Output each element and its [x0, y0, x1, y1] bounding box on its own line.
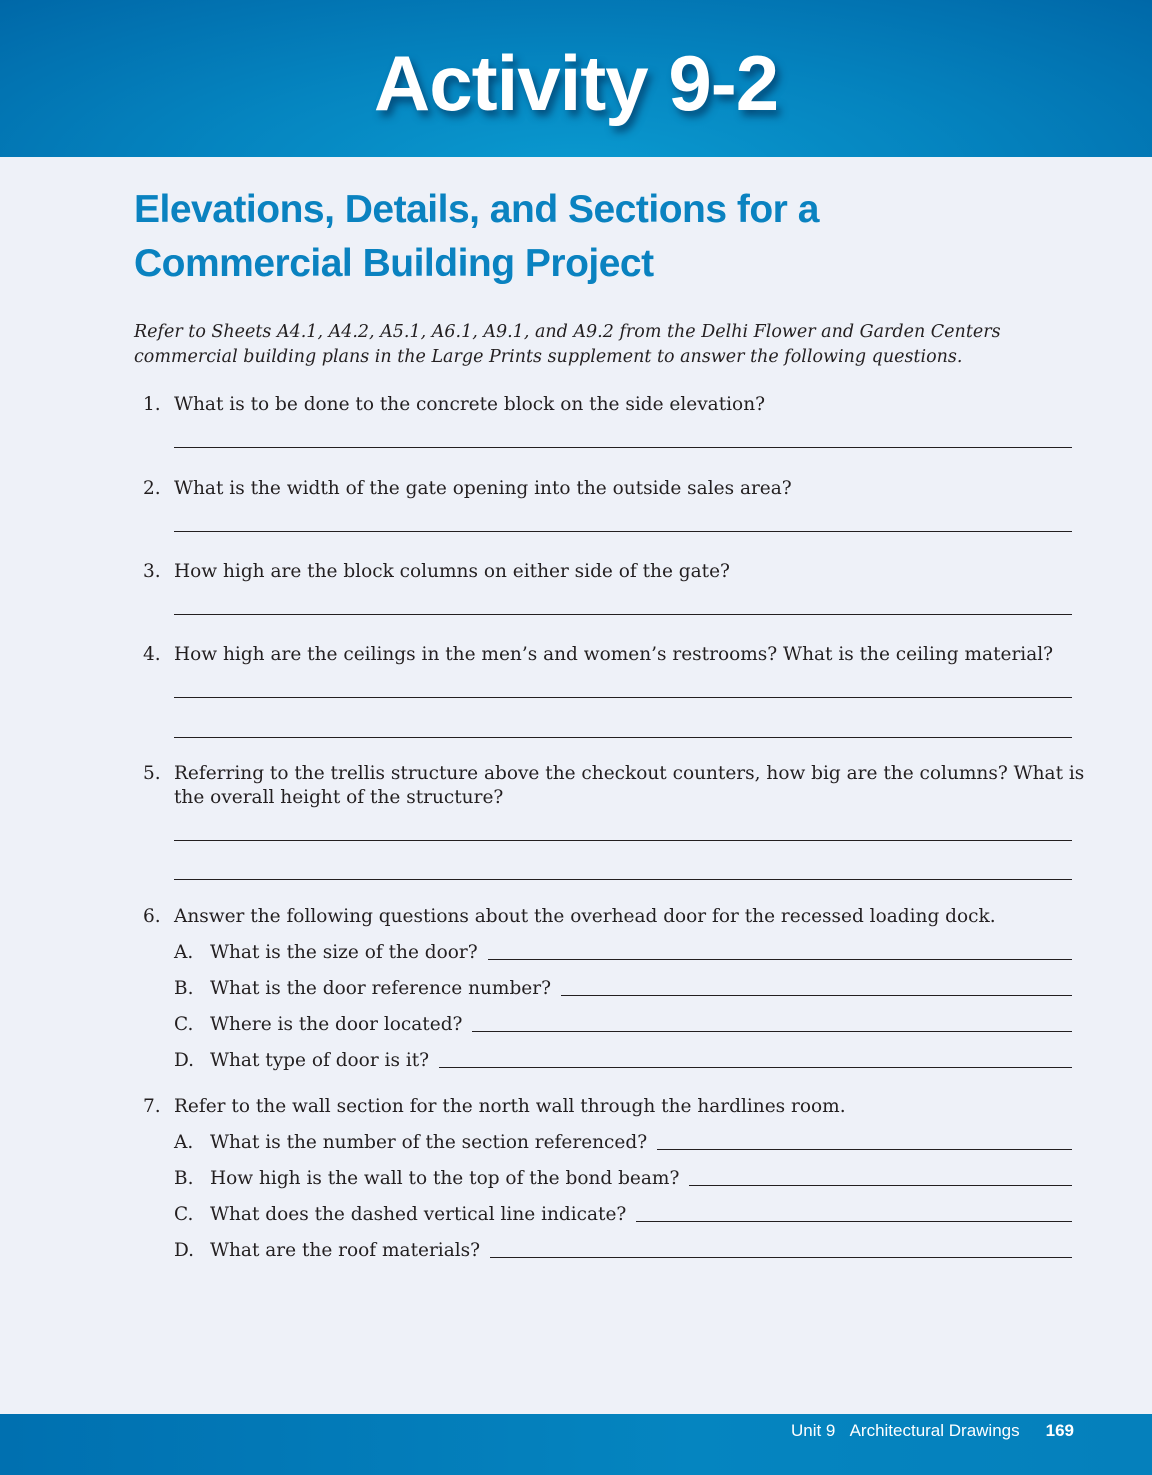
sub-question	[174, 1167, 1072, 1191]
sub-text: What is the door reference number?	[210, 978, 551, 999]
sub-text: What is the size of the door?	[210, 942, 478, 963]
answer-line[interactable]	[174, 879, 1072, 880]
question-number: 2.	[143, 478, 161, 499]
sub-question	[174, 1013, 1072, 1037]
sub-letter: A.	[174, 1132, 194, 1153]
answer-line[interactable]	[174, 840, 1072, 841]
page-title-line-1: Elevations, Details, and Sections for a	[134, 188, 819, 231]
instructions: Refer to Sheets A4.1, A4.2, A5.1, A6.1, A9.1, and A9.2 from the Delhi Flower and Garden Centers commercial building plans in the Large Prints supplement to answer the following questions.	[134, 322, 1001, 367]
answer-line[interactable]	[174, 614, 1072, 615]
question-text: What is the width of the gate opening into the outside sales area?	[174, 478, 792, 499]
sub-text: What is the number of the section referenced?	[210, 1132, 648, 1153]
question-number: 7.	[143, 1096, 161, 1117]
question-number: 1.	[143, 394, 161, 415]
sub-letter: D.	[174, 1050, 195, 1071]
sub-letter: A.	[174, 942, 194, 963]
sub-letter: B.	[174, 1168, 194, 1189]
question-text: How high are the ceilings in the men’s and women’s restrooms? What is the ceiling material?	[174, 644, 1054, 665]
page-number: 169	[1045, 1421, 1074, 1440]
sub-question	[174, 1239, 1072, 1263]
sub-text: Where is the door located?	[210, 1014, 463, 1035]
answer-line[interactable]	[174, 697, 1072, 698]
page-title-line-2: Commercial Building Project	[134, 242, 654, 285]
page-title	[134, 183, 819, 291]
answer-line[interactable]	[636, 1203, 1072, 1222]
question-text: What is to be done to the concrete block on the side elevation?	[174, 394, 766, 415]
sub-letter: D.	[174, 1240, 195, 1261]
question-text: Refer to the wall section for the north wall through the hardlines room.	[174, 1096, 846, 1117]
answer-line[interactable]	[490, 1239, 1072, 1258]
answer-line[interactable]	[472, 1013, 1072, 1032]
sub-letter: C.	[174, 1014, 194, 1035]
sub-letter: C.	[174, 1204, 194, 1225]
question-text: Answer the following questions about the overhead door for the recessed loading dock.	[174, 906, 996, 927]
sub-question	[174, 1203, 1072, 1227]
question-text: Referring to the trellis structure above the checkout counters, how big are the columns? What is the overall height of the structure?	[174, 763, 1085, 808]
activity-title: Activity 9-2	[373, 39, 779, 127]
footer-unit: Unit 9	[790, 1421, 836, 1440]
sub-question	[174, 1131, 1072, 1155]
sub-letter: B.	[174, 978, 194, 999]
question-number: 4.	[143, 644, 161, 665]
footer-chapter: Architectural Drawings	[849, 1421, 1020, 1440]
sub-question	[174, 977, 1072, 1001]
question-number: 5.	[143, 763, 161, 784]
answer-line[interactable]	[174, 447, 1072, 448]
sub-text: What type of door is it?	[210, 1050, 430, 1071]
sub-text: What does the dashed vertical line indicate?	[210, 1204, 627, 1225]
answer-line[interactable]	[689, 1167, 1072, 1186]
question-text: How high are the block columns on either side of the gate?	[174, 561, 730, 582]
answer-line[interactable]	[439, 1049, 1072, 1068]
question-number: 6.	[143, 906, 161, 927]
answer-line[interactable]	[174, 531, 1072, 532]
answer-line[interactable]	[657, 1131, 1072, 1150]
sub-text: What are the roof materials?	[210, 1240, 481, 1261]
activity-header-banner	[0, 0, 1152, 157]
sub-question	[174, 941, 1072, 965]
answer-line[interactable]	[561, 977, 1072, 996]
page-footer	[0, 1414, 1152, 1475]
answer-line[interactable]	[174, 737, 1072, 738]
sub-question	[174, 1049, 1072, 1073]
answer-line[interactable]	[488, 941, 1072, 960]
question-number: 3.	[143, 561, 161, 582]
sub-text: How high is the wall to the top of the bond beam?	[210, 1168, 680, 1189]
